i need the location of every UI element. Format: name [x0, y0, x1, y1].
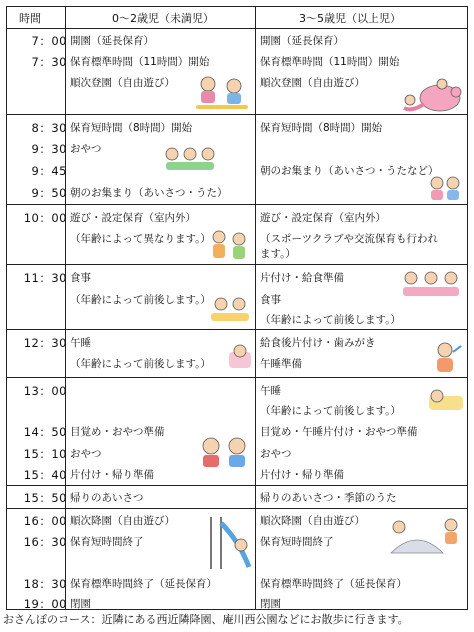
time-label: 15：10 [23, 447, 67, 461]
row-play-time [7, 205, 467, 265]
time-label: 12：30 [23, 336, 67, 350]
header-time: 時間 [19, 12, 41, 25]
time-label: 16：30 [23, 535, 67, 549]
sleeping-child-illustration [427, 384, 465, 414]
row-lunch [7, 265, 467, 330]
activity: 保育標準時間終了（延長保育） [260, 578, 407, 590]
activity: 遊び・設定保育（室内外） [70, 212, 196, 224]
header-over3: 3〜5歳児（以上児） [299, 12, 401, 25]
activity: 保育短時間（8時間）開始 [260, 122, 383, 134]
lunch-illustration [207, 295, 251, 327]
time-label: 14：50 [23, 425, 67, 439]
activity: （年齢によって前後します。） [70, 358, 211, 370]
activity: 順次降園（自由遊び） [260, 515, 365, 527]
time-label: 18：30 [23, 577, 67, 591]
activity: 閉園 [260, 598, 281, 610]
activity: おやつ [70, 448, 102, 460]
row-nap [7, 330, 467, 378]
sandbox-kids-illustration [387, 513, 465, 557]
activity: 片付け・給食準備 [260, 272, 344, 284]
time-label: 8：30 [31, 121, 67, 135]
activity: 帰りのあいさつ [70, 492, 144, 504]
kids-singing-illustration [427, 175, 463, 201]
walking-kids-illustration [207, 229, 253, 263]
activity: 保育短時間（8時間）開始 [70, 122, 193, 134]
activity: 片付け・帰り準備 [260, 469, 344, 481]
activity: 午睡準備 [260, 358, 302, 370]
activity: 給食後片付け・歯みがき [260, 337, 376, 349]
time-label: 10：00 [23, 211, 67, 225]
elephant-slide-illustration [400, 78, 464, 114]
activity: 食事 [70, 272, 91, 284]
slide-illustration [205, 515, 253, 571]
activity: 片付け・帰り準備 [70, 469, 154, 481]
activity: 保育短時間終了 [70, 536, 144, 548]
activity: 閉園 [70, 598, 91, 610]
activity: （年齢によって前後します。） [260, 405, 401, 417]
activity: 開園（延長保育） [70, 35, 154, 47]
header-under3: 0〜2歳児（未満児） [112, 12, 214, 25]
time-label: 15：50 [23, 491, 67, 505]
time-label: 19：00 [23, 597, 67, 611]
row-goodbye [7, 486, 467, 509]
activity: （スポーツクラブや交流保育も行われ [260, 233, 438, 245]
time-label: 9：45 [31, 164, 67, 178]
activity: 開園（延長保育） [260, 35, 344, 47]
sleeping-baby-illustration [227, 342, 253, 372]
time-label: 7：30 [31, 55, 67, 69]
kids-snack-illustration [162, 145, 218, 175]
time-label: 9：30 [31, 142, 67, 156]
row-evening [7, 509, 467, 611]
activity: 遊び・設定保育（室内外） [260, 212, 386, 224]
walking-course-note: おさんぽのコース：近隣にある西近隣降園、庵川西公園などにお散歩に行きます。 [3, 613, 409, 626]
time-label: 16：00 [23, 514, 67, 528]
row-morning-open [7, 28, 467, 115]
row-morning-gathering [7, 115, 467, 205]
activity: 午睡 [70, 337, 91, 349]
time-label: 7：00 [31, 34, 67, 48]
time-label: 9：50 [31, 186, 67, 200]
activity: 食事 [260, 294, 281, 306]
activity: ます。） [260, 248, 296, 260]
activity: 順次降園（自由遊び） [70, 515, 175, 527]
activity: （年齢によって前後します。） [70, 294, 211, 306]
time-label: 15：40 [23, 468, 67, 482]
activity: 保育短時間終了 [260, 536, 334, 548]
time-label: 13：00 [23, 384, 67, 398]
row-afternoon [7, 378, 467, 486]
activity: 順次登園（自由遊び） [70, 77, 175, 89]
activity: 朝のお集まり（あいさつ・うた） [70, 187, 228, 199]
snack-time-illustration [197, 436, 253, 472]
activity: （年齢によって前後します。） [260, 314, 401, 326]
lunch-table-illustration [399, 269, 463, 303]
activity: （年齢によって異なります。） [70, 233, 211, 245]
activity: 目覚め・おやつ準備 [70, 426, 165, 438]
activity: 順次登園（自由遊び） [260, 77, 365, 89]
activity: 午睡 [260, 385, 281, 397]
table-header [7, 7, 467, 29]
activity: 目覚め・午睡片付け・おやつ準備 [260, 426, 418, 438]
activity: 保育標準時間（11時間）開始 [260, 56, 400, 68]
activity: 帰りのあいさつ・季節のうた [260, 492, 397, 504]
activity: 朝のお集まり（あいさつ・うたなど） [260, 165, 439, 177]
schedule-table [6, 6, 468, 610]
activity: 保育標準時間終了（延長保育） [70, 578, 217, 590]
children-playing-illustration [192, 74, 252, 112]
activity: 保育標準時間（11時間）開始 [70, 56, 210, 68]
activity: おやつ [260, 448, 292, 460]
toothbrush-kid-illustration [427, 340, 463, 374]
time-label: 11：30 [23, 271, 67, 285]
activity: おやつ [70, 143, 102, 155]
